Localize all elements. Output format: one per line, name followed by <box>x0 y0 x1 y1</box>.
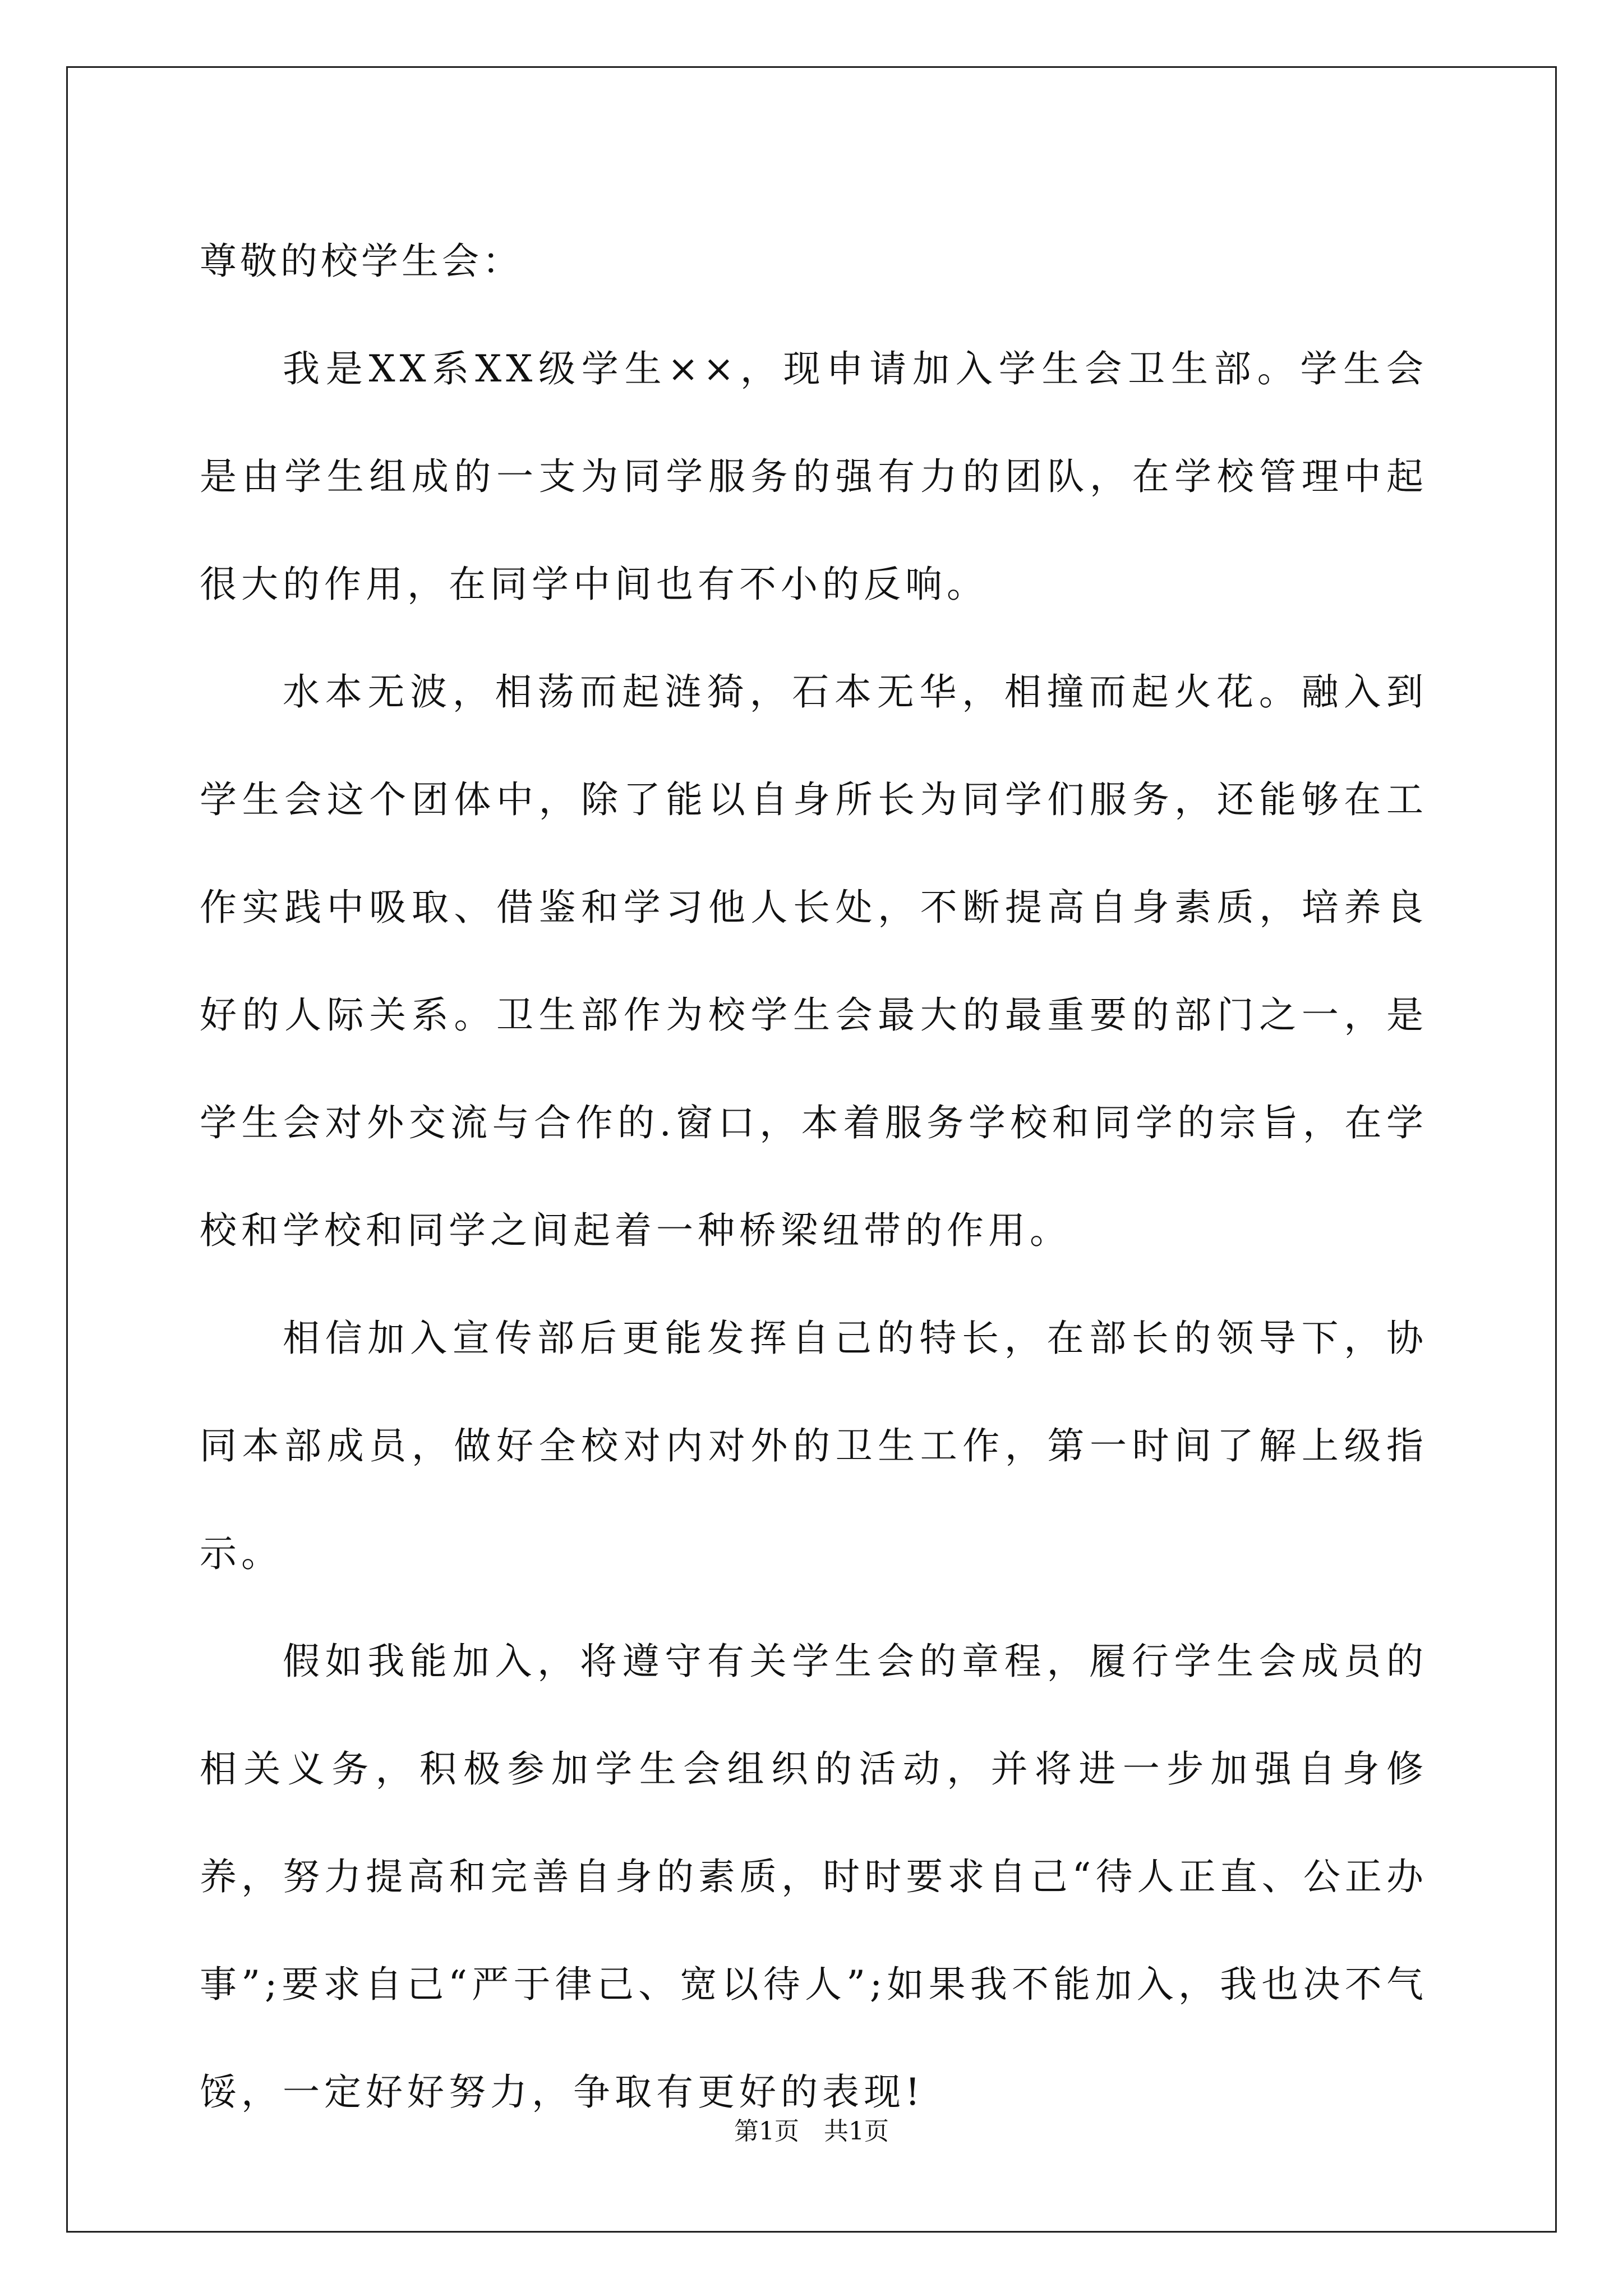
paragraph-1: 我是XX系XX级学生××，现申请加入学生会卫生部。学生会是由学生组成的一支为同学服务的强有力的团队，在学校管理中起很大的作用，在同学中间也有不小的反响。 <box>200 347 1428 606</box>
paragraph-3: 相信加入宣传部后更能发挥自己的特长，在部长的领导下，协同本部成员，做好全校对内对外的卫生工作，第一时间了解上级指示。 <box>200 1317 1428 1575</box>
salutation: 尊敬的校学生会： <box>200 240 523 283</box>
page-footer: 第1页 共1页 <box>734 2117 889 2146</box>
letter-body <box>200 208 1428 2146</box>
paragraph-4: 假如我能加入，将遵守有关学生会的章程，履行学生会成员的相关义务，积极参加学生会组织的活动，并将进一步加强自身修养，努力提高和完善自身的素质，时时要求自己“待人正直、公正办事”;要求自己“严于律己、宽以待人”;如果我不能加入，我也决不气馁，一定好好努力，争取有更好的表现! <box>200 1640 1428 2114</box>
paragraph-2: 水本无波，相荡而起涟猗，石本无华，相撞而起火花。融入到学生会这个团体中，除了能以自身所长为同学们服务，还能够在工作实践中吸取、借鉴和学习他人长处，不断提高自身素质，培养良好的人际关系。卫生部作为校学生会最大的最重要的部门之一，是学生会对外交流与合作的.窗口，本着服务学校和同学的宗旨，在学校和学校和同学之间起着一种桥梁纽带的作用。 <box>200 670 1428 1252</box>
